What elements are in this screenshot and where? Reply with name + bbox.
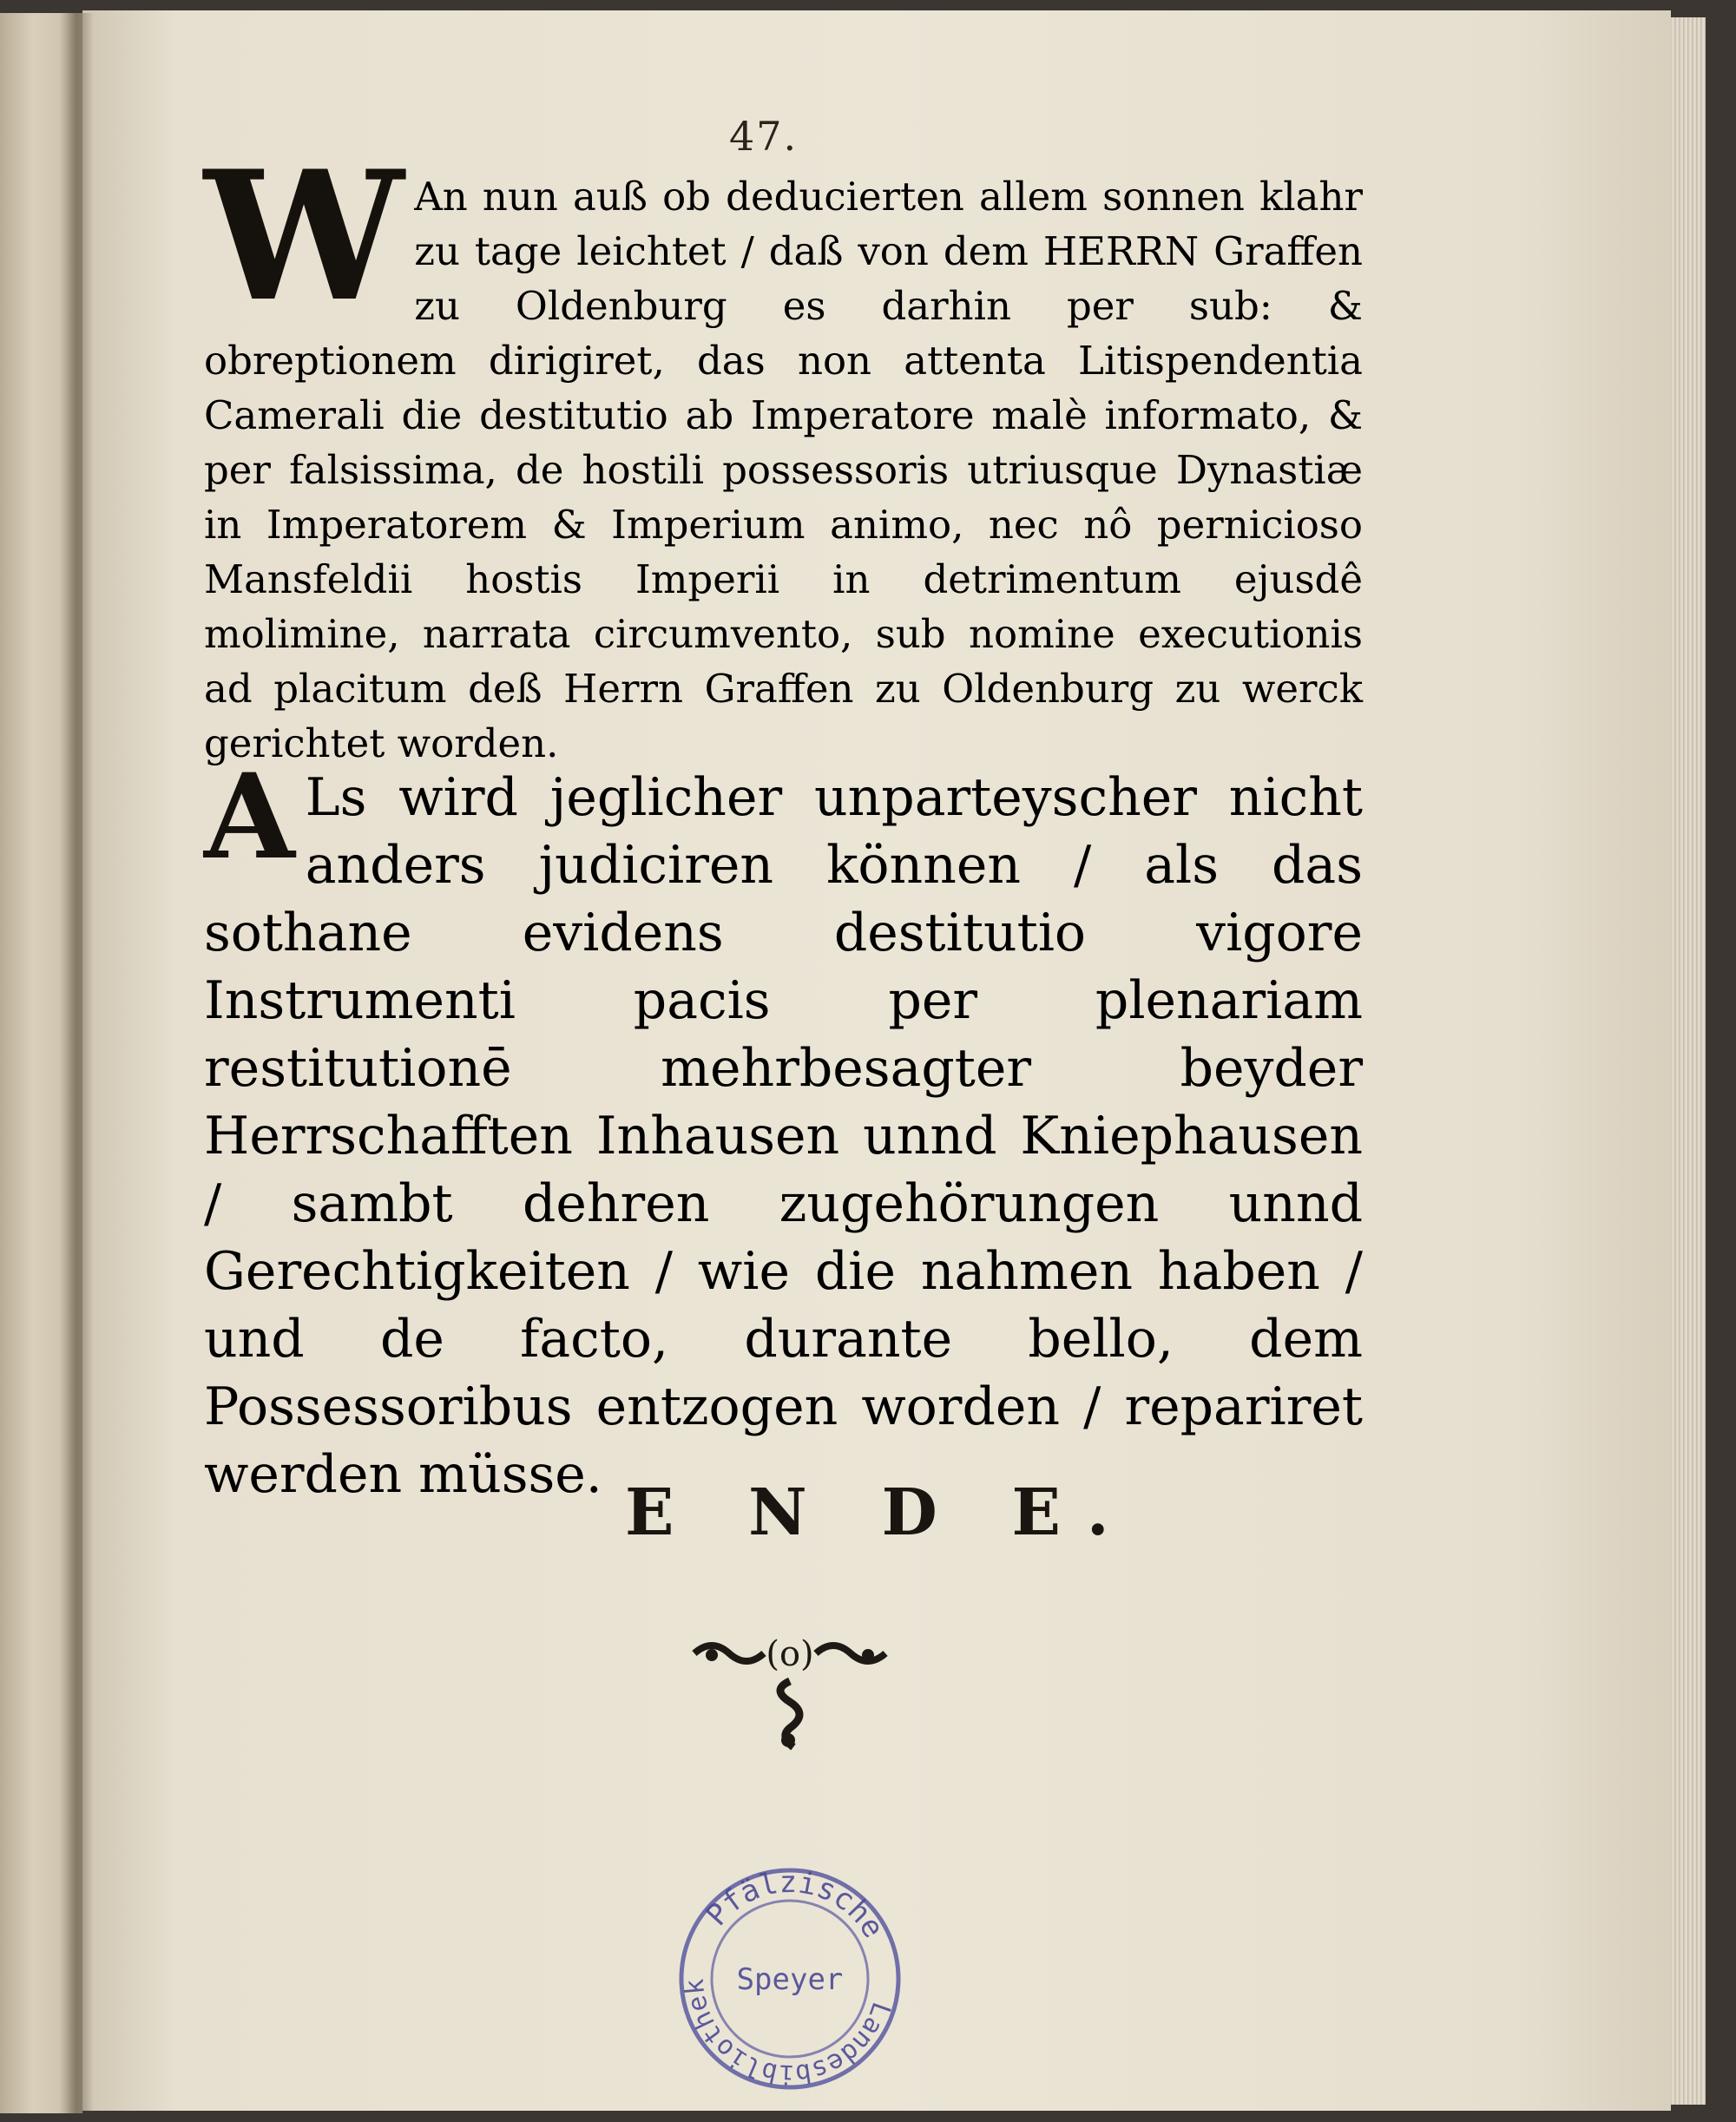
page-number: 47. — [729, 113, 799, 160]
end-title: E N D E. — [625, 1475, 1135, 1550]
stamp-middle-text: Speyer — [736, 1962, 844, 1997]
page-edges — [1671, 17, 1706, 2105]
book-gutter — [59, 13, 94, 2113]
paragraph-2 — [204, 747, 1363, 1508]
stamp-bottom-text: Landesbibliothek — [679, 1977, 897, 2090]
ornament-text: (o) — [766, 1634, 814, 1674]
paragraph-2-text: Ls wird jeglicher unparteyscher nicht anders judiciren können / als das sothane evidens destitutio vigore Instrumenti pacis per plenariam restitutionē mehrbesagter beyder Herrschafften Inhausen unnd Kniephausen / sambt dehren zugehörungen unnd Gerechtigkeiten / wie die nahmen haben / und de facto, durante bello, dem Possessoribus entzogen worden / repariret werden müsse. — [204, 767, 1363, 1505]
paragraph-1-text: An nun auß ob deducierten allem sonnen klahr zu tage leichtet / daß von dem HERRN Graffen zu Oldenburg es darhin per sub: & obreptionem dirigiret, das non attenta Litispendentia Camerali die destitutio ab Imperatore malè informato, & per falsissima, de hostili possessoris utriusque Dynastiæ in Imperatorem & Imperium animo, nec nô pernicioso Mansfeldii hostis Imperii in detrimentum ejusdê molimine, narrata circumvento, sub nomine executionis ad placitum deß Herrn Graffen zu Oldenburg zu werck gerichtet worden. — [204, 174, 1363, 766]
dropcap-a: A — [204, 747, 295, 885]
ornament-icon — [686, 1627, 894, 1757]
stamp-top-text: Pfälzische — [699, 1864, 891, 1945]
library-stamp — [668, 1849, 911, 2092]
dropcap-w: W — [204, 133, 404, 341]
